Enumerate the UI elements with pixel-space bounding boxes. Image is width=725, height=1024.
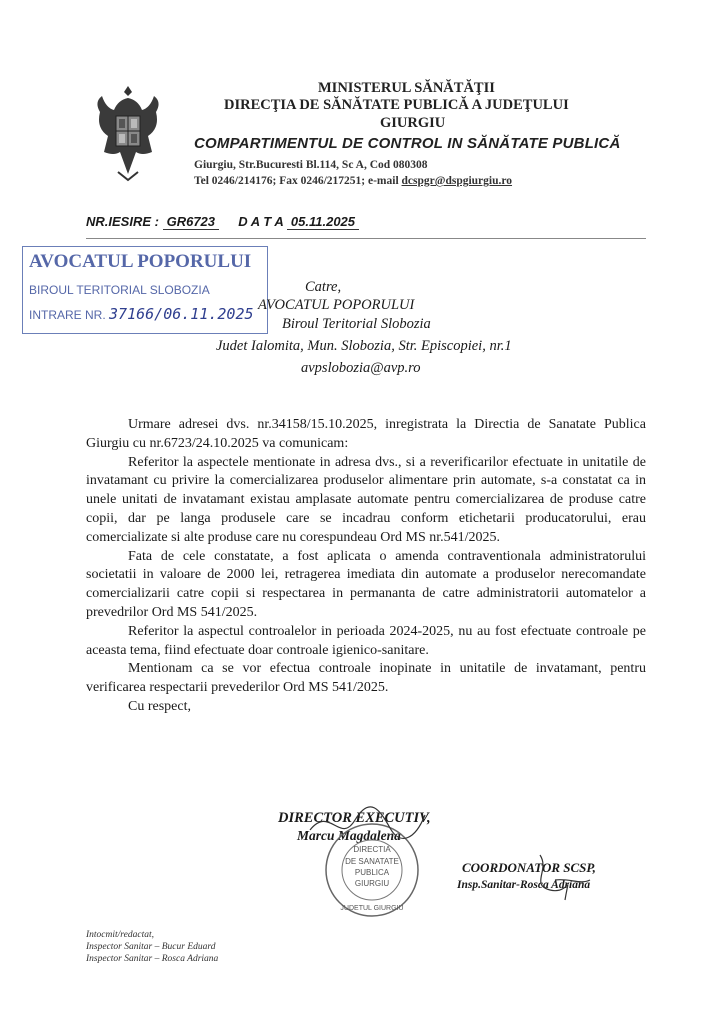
letter-paragraphs (86, 416, 646, 717)
department-name: COMPARTIMENTUL DE CONTROL IN SĂNĂTATE PUBLICĂ (194, 135, 621, 152)
addressee-office: Biroul Teritorial Slobozia (282, 316, 431, 332)
contact-line (194, 175, 512, 187)
email-label: e-mail (368, 175, 399, 187)
coat-of-arms-icon (92, 82, 164, 182)
director-name: Marcu Magdalena (297, 828, 401, 843)
addressee-institution: AVOCATUL POPORULUI (258, 297, 415, 313)
date-value: 05.11.2025 (287, 214, 359, 230)
paragraph-2-text: Referitor la aspectele mentionate in adresa dvs., si a reverificarilor efectuate in unitatile de invatamant cu privire la comercializarea produselor alimentare prin automate, s-a constatat ca in unele unitati de invatamant existau amplasate automate pentru comercializarea de produse catre copii, dar pe langa produsele care se incadrau conform etichetarii producatorului, erau comercializate si alte produse care nu corespundeau Ord MS nr.541/2025. (86, 454, 646, 545)
seal-text-3: GIURGIU (354, 879, 390, 888)
coordinator-title: COORDONATOR SCSP, (462, 860, 596, 875)
stamp-entry-number: 37166/06.11.2025 (109, 305, 254, 323)
nr-value: GR6723 (163, 214, 219, 230)
addressee-address: Judet Ialomita, Mun. Slobozia, Str. Episcopiei, nr.1 (216, 338, 512, 354)
seal-bottom-text: JUDETUL GIURGIU (340, 905, 404, 912)
coordinator-name: Insp.Sanitar-Rosca Adriana (457, 879, 591, 891)
ministry-name: MINISTERUL SĂNĂTĂŢII (318, 80, 495, 96)
paragraph-5-text: Mentionam ca se vor efectua controale inopinate in unitatile de invatamant, pentru verificarea respectarii prevederilor Ord MS 541/2025. (86, 661, 646, 696)
reference-line (86, 214, 359, 230)
director-title: DIRECTOR EXECUTIV, (278, 810, 431, 826)
directorate-name: DIRECŢIA DE SĂNĂTATE PUBLICĂ A JUDEŢULUI (224, 97, 569, 113)
director-signature-icon (300, 800, 430, 850)
county-name: GIURGIU (380, 115, 446, 131)
addressee-salutation: Catre, (305, 279, 342, 295)
email-link[interactable]: dcspgr@dspgiurgiu.ro (401, 175, 513, 187)
seal-text-2: PUBLICA (354, 868, 390, 877)
addressee-email: avpslobozia@avp.ro (301, 360, 421, 376)
footer-prepared-by: Intocmit/redactat, (86, 930, 154, 940)
stamp-entry (29, 305, 254, 323)
postal-address: Giurgiu, Str.Bucuresti Bl.114, Sc A, Cod 080308 (194, 159, 428, 171)
footer-inspector-1: Inspector Sanitar – Bucur Eduard (86, 942, 216, 952)
registration-stamp (22, 246, 268, 334)
footer-inspector-2: Inspector Sanitar – Rosca Adriana (86, 954, 219, 964)
phone-fax: Tel 0246/214176; Fax 0246/217251; (194, 175, 366, 187)
coordinator-signature-icon (520, 850, 600, 910)
nr-label: NR.IESIRE : (86, 214, 159, 229)
date-label: D A T A (238, 214, 284, 229)
stamp-office: BIROUL TERITORIAL SLOBOZIA (29, 283, 210, 297)
stamp-institution: AVOCATUL POPORULUI (29, 251, 252, 272)
header-divider (86, 238, 646, 239)
stamp-entry-label: INTRARE NR. (29, 308, 106, 322)
paragraph-1-text: Urmare adresei dvs. nr.34158/15.10.2025, inregistrata la Directia de Sanatate Publica Giurgiu cu nr.6723/24.10.2025 va comunicam: (86, 417, 646, 451)
paragraph-3-text: Fata de cele constatate, a fost aplicata o amenda contraventionala administratorului societatii in valoare de 2000 lei, retragerea imediata din automate a produselor nerecomandate comercializarii catre copii si respectarea in permananta de catre administratorii automatelor a prevedrilor Ord MS 541/2025. (86, 548, 646, 620)
seal-top-text: DIRECTIA (353, 845, 391, 854)
closing-text: Cu respect, (128, 698, 191, 714)
paragraph-4-text: Referitor la aspectul controalelor in perioada 2024-2025, nu au fost efectuate controale pe aceasta tema, fiind efectuate doar controale igienico-sanitare. (86, 623, 646, 658)
seal-text-1: DE SANATATE (345, 857, 399, 866)
